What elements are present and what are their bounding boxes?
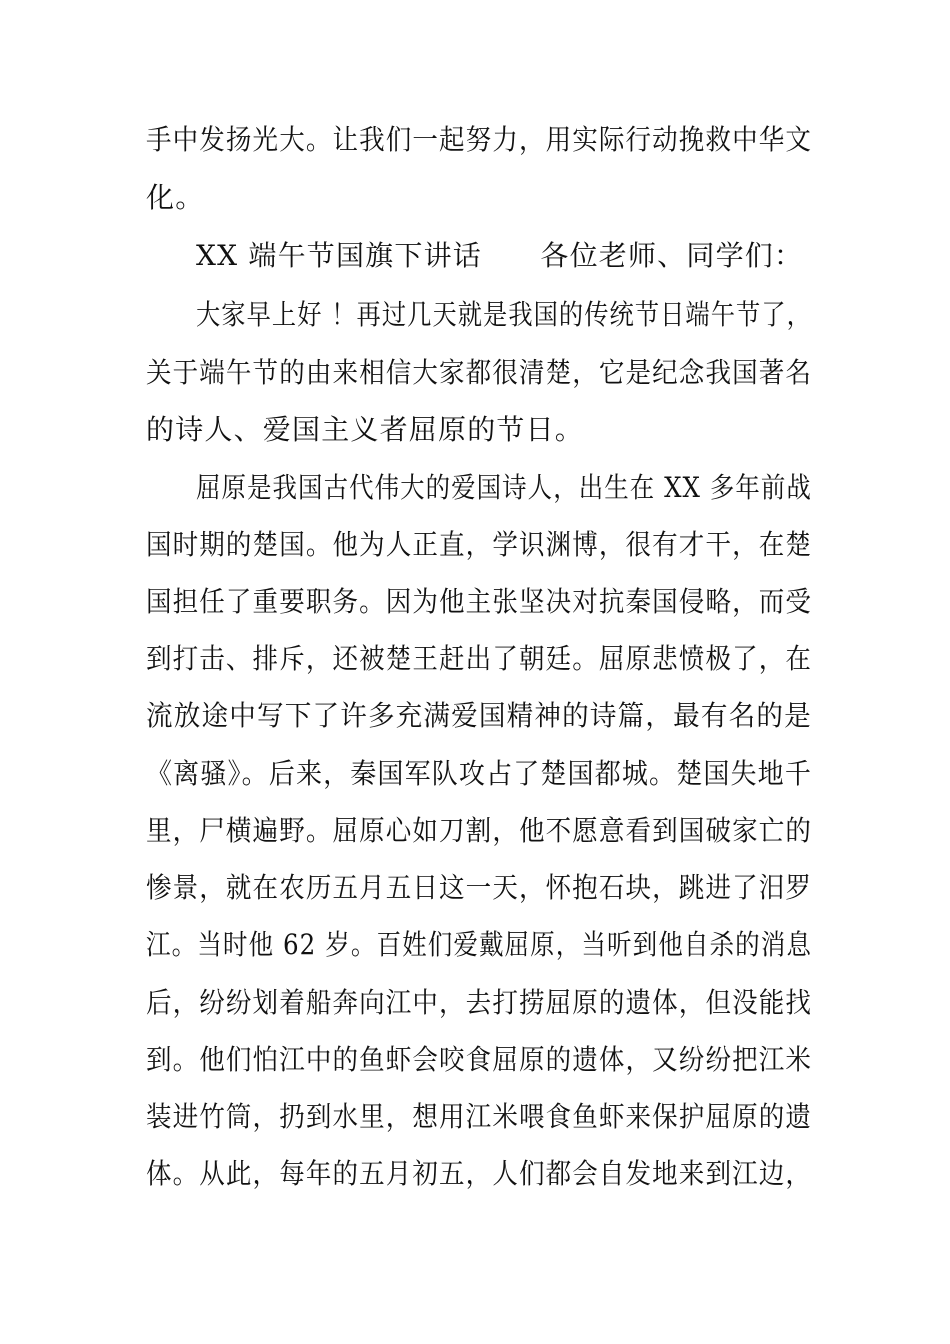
text-line: 后，纷纷划着船奔向江中，去打捞屈原的遗体，但没能找 — [146, 986, 813, 1019]
section-heading-line: XX 端午节国旗下讲话 各位老师、同学们： — [196, 239, 804, 272]
text-line: 《离骚》。后来，秦国军队攻占了楚国都城。楚国失地千 — [146, 757, 813, 790]
text-line: 惨景，就在农历五月五日这一天，怀抱石块，跳进了汨罗 — [146, 871, 813, 904]
text-line: 屈原是我国古代伟大的爱国诗人，出生在 XX 多年前战 — [196, 471, 812, 504]
text-line: 流放途中写下了许多充满爱国精神的诗篇，最有名的是 — [146, 699, 812, 732]
text-line: 大家早上好 ！再过几天就是我国的传统节日端午节了， — [196, 298, 812, 331]
text-line: 关于端午节的由来相信大家都很清楚，它是纪念我国著名 — [146, 356, 813, 389]
text-line: 国担任了重要职务。因为他主张坚决对抗秦国侵略，而受 — [146, 585, 813, 618]
text-line: 国时期的楚国。他为人正直，学识渊博，很有才干，在楚 — [146, 528, 813, 561]
text-line: 到。他们怕江中的鱼虾会咬食屈原的遗体，又纷纷把江米 — [146, 1043, 813, 1076]
text-line: 装进竹筒，扔到水里，想用江米喂食鱼虾来保护屈原的遗 — [146, 1100, 813, 1133]
text-line: 体。从此，每年的五月初五，人们都会自发地来到江边， — [146, 1157, 813, 1190]
text-line: 到打击、排斥，还被楚王赶出了朝廷。屈原悲愤极了，在 — [146, 642, 813, 675]
text-line: 的诗人、爱国主义者屈原的节日。 — [146, 413, 585, 446]
text-line: 里，尸横遍野。屈原心如刀割，他不愿意看到国破家亡的 — [146, 814, 813, 847]
text-line: 江。当时他 62 岁。百姓们爱戴屈原，当听到他自杀的消息 — [146, 928, 813, 961]
text-line: 手中发扬光大。让我们一起努力，用实际行动挽救中华文 — [146, 123, 813, 156]
text-line: 化。 — [146, 181, 205, 214]
